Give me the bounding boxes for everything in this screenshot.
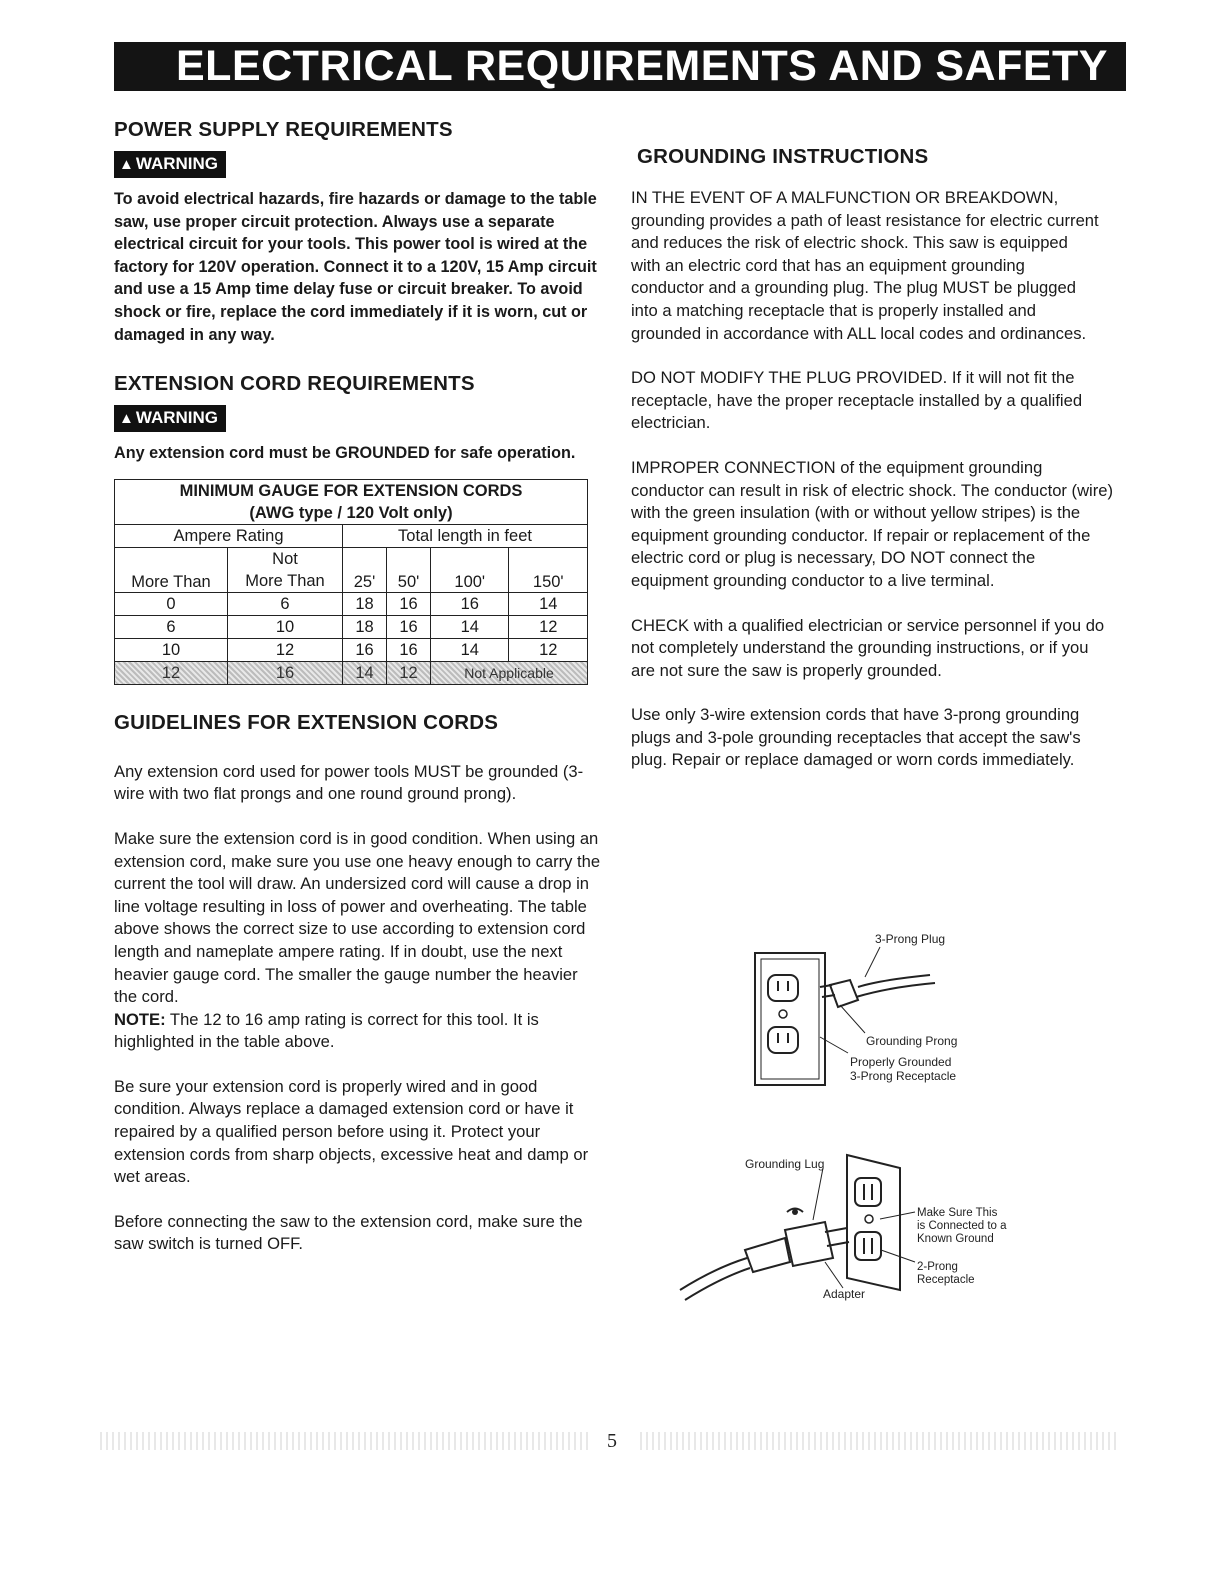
table-cell: 16 bbox=[387, 615, 431, 638]
highlighted-table-row bbox=[115, 661, 588, 684]
table-cell: 12 bbox=[115, 661, 228, 684]
table-title: MINIMUM GAUGE FOR EXTENSION CORDS bbox=[115, 479, 588, 502]
power-supply-text: To avoid electrical hazards, fire hazards or damage to the table saw, use proper circuit protection. Always use a separate electrical circuit for your tools. This power tool is wired at the factory for 120V operation. Connect it to a 120V, 15 Amp circuit and use a 15 Amp time delay fuse or circuit breaker. To avoid shock or fire, replace the cord immediately if it is worn, cut or damaged in any way. bbox=[114, 190, 597, 344]
note-paragraph bbox=[114, 1009, 594, 1054]
table-cell: Not Applicable bbox=[431, 661, 588, 684]
table-subtitle: (AWG type / 120 Volt only) bbox=[115, 502, 588, 525]
scan-noise bbox=[640, 1432, 1120, 1450]
label-three-prong-plug: 3-Prong Plug bbox=[875, 932, 946, 946]
table-cell: 16 bbox=[343, 638, 387, 661]
label-receptacle: Receptacle bbox=[917, 1274, 975, 1286]
table-cell: 6 bbox=[115, 615, 228, 638]
label-three-prong-receptacle: 3-Prong Receptacle bbox=[850, 1069, 957, 1083]
label-make-sure: Make Sure This bbox=[917, 1207, 998, 1219]
table-cell: 0 bbox=[115, 592, 228, 615]
table-cell: 18 bbox=[343, 592, 387, 615]
guidelines-paragraph: Make sure the extension cord is in good condition. When using an extension cord, make sure you use one heavy enough to carry the current the tool will draw. An undersized cord will cause a drop in line voltage resulting in loss of power and overheating. The table above shows the correct size to use according to extension cord length and nameplate ampere rating. If in doubt, use the next heavier gauge cord. The smaller the gauge number the heavier the cord. bbox=[114, 828, 601, 1007]
label-adapter: Adapter bbox=[823, 1287, 866, 1301]
table-cell: 16 bbox=[387, 638, 431, 661]
label-known-ground: Known Ground bbox=[917, 1233, 994, 1245]
three-prong-plug-figure bbox=[740, 925, 1000, 1095]
grounding-heading: GROUNDING INSTRUCTIONS bbox=[637, 145, 929, 168]
table-cell: 10 bbox=[228, 615, 343, 638]
page-banner: ELECTRICAL REQUIREMENTS AND SAFETY bbox=[114, 42, 1126, 91]
left-column bbox=[114, 118, 614, 1256]
label-properly-grounded: Properly Grounded bbox=[850, 1055, 952, 1069]
table-cell: 6 bbox=[228, 592, 343, 615]
length-header: Total length in feet bbox=[343, 524, 588, 547]
table-row bbox=[115, 592, 588, 615]
page-number: 5 bbox=[607, 1430, 617, 1452]
warning-label: WARNING bbox=[135, 154, 219, 173]
length-50: 50' bbox=[387, 547, 431, 592]
table-cell: 14 bbox=[509, 592, 588, 615]
length-150: 150' bbox=[509, 547, 588, 592]
scan-noise bbox=[100, 1432, 590, 1450]
warning-triangle-icon: ▲ bbox=[119, 410, 134, 428]
length-25: 25' bbox=[343, 547, 387, 592]
label-two-prong: 2-Prong bbox=[917, 1261, 958, 1273]
guidelines-paragraph: Be sure your extension cord is properly wired and in good condition. Always replace a damaged extension cord or have it repaired by a qualified person before using it. Protect your extension cords from sharp objects, excessive heat and damp or wet areas. bbox=[114, 1076, 589, 1187]
label-grounding-lug: Grounding Lug bbox=[745, 1157, 825, 1171]
table-cell: 14 bbox=[343, 661, 387, 684]
warning-triangle-icon: ▲ bbox=[119, 156, 134, 173]
extension-cord-heading: EXTENSION CORD REQUIREMENTS bbox=[114, 372, 475, 396]
note-label: NOTE: bbox=[114, 1009, 166, 1029]
gauge-table bbox=[114, 479, 588, 685]
label-grounding-prong: Grounding Prong bbox=[866, 1034, 958, 1048]
table-cell: 18 bbox=[343, 615, 387, 638]
table-cell: 14 bbox=[431, 638, 509, 661]
warning-badge bbox=[114, 151, 226, 178]
grounding-paragraph: DO NOT MODIFY THE PLUG PROVIDED. If it will not fit the receptacle, have the proper receptacle installed by a qualified electrician. bbox=[631, 368, 1083, 433]
table-cell: 16 bbox=[431, 592, 509, 615]
guidelines-paragraph: Any extension cord used for power tools MUST be grounded (3-wire with two flat prongs and one round ground prong). bbox=[114, 761, 584, 804]
power-supply-heading: POWER SUPPLY REQUIREMENTS bbox=[114, 118, 453, 141]
col-not-more-than: Not bbox=[228, 547, 343, 570]
table-cell: 12 bbox=[509, 615, 588, 638]
col-more-than: More Than bbox=[115, 547, 228, 592]
grounding-paragraph: CHECK with a qualified electrician or service personnel if you do not completely understand the grounding instructions, or if you are not sure the saw is properly grounded. bbox=[631, 615, 1105, 680]
table-cell: 14 bbox=[431, 615, 509, 638]
table-row bbox=[115, 638, 588, 661]
warning-badge bbox=[114, 405, 226, 432]
table-row bbox=[115, 615, 588, 638]
table-cell: 12 bbox=[509, 638, 588, 661]
ampere-rating-header: Ampere Rating bbox=[115, 524, 343, 547]
right-column bbox=[631, 145, 1121, 772]
label-is-connected: is Connected to a bbox=[917, 1220, 1007, 1232]
table-cell: 12 bbox=[228, 638, 343, 661]
table-cell: 12 bbox=[387, 661, 431, 684]
two-prong-adapter-figure bbox=[675, 1150, 1035, 1310]
length-100: 100' bbox=[431, 547, 509, 592]
grounding-paragraph: IN THE EVENT OF A MALFUNCTION OR BREAKDOWN, grounding provides a path of least resistance for electric current and reduces the risk of electric shock. This saw is equipped with an electric cord that has an equipment grounding conductor and a grounding plug. The plug MUST be plugged into a matching receptacle that is properly installed and grounded in accordance with ALL local codes and ordinances. bbox=[631, 188, 1099, 343]
extension-cord-text: Any extension cord must be GROUNDED for safe operation. bbox=[114, 444, 576, 463]
col-not-more-than-2: More Than bbox=[228, 570, 343, 593]
table-cell: 16 bbox=[228, 661, 343, 684]
grounding-paragraph: Use only 3-wire extension cords that have 3-prong grounding plugs and 3-pole grounding receptacles that accept the saw's plug. Repair or replace damaged or worn cords immediately. bbox=[631, 705, 1081, 770]
guidelines-heading: GUIDELINES FOR EXTENSION CORDS bbox=[114, 710, 499, 734]
note-text: The 12 to 16 amp rating is correct for this tool. It is highlighted in the table above. bbox=[114, 1009, 539, 1052]
guidelines-paragraph: Before connecting the saw to the extension cord, make sure the saw switch is turned OFF. bbox=[114, 1211, 583, 1254]
warning-label: WARNING bbox=[135, 408, 219, 428]
grounding-paragraph: IMPROPER CONNECTION of the equipment grounding conductor can result in risk of electric shock. The conductor (wire) with the green insulation (with or without yellow stripes) is the equipment grounding conductor. If repair or replacement of the electric cord or plug is necessary, DO NOT connect the equipment grounding conductor to a live terminal. bbox=[631, 457, 1114, 590]
table-cell: 10 bbox=[115, 638, 228, 661]
table-cell: 16 bbox=[387, 592, 431, 615]
